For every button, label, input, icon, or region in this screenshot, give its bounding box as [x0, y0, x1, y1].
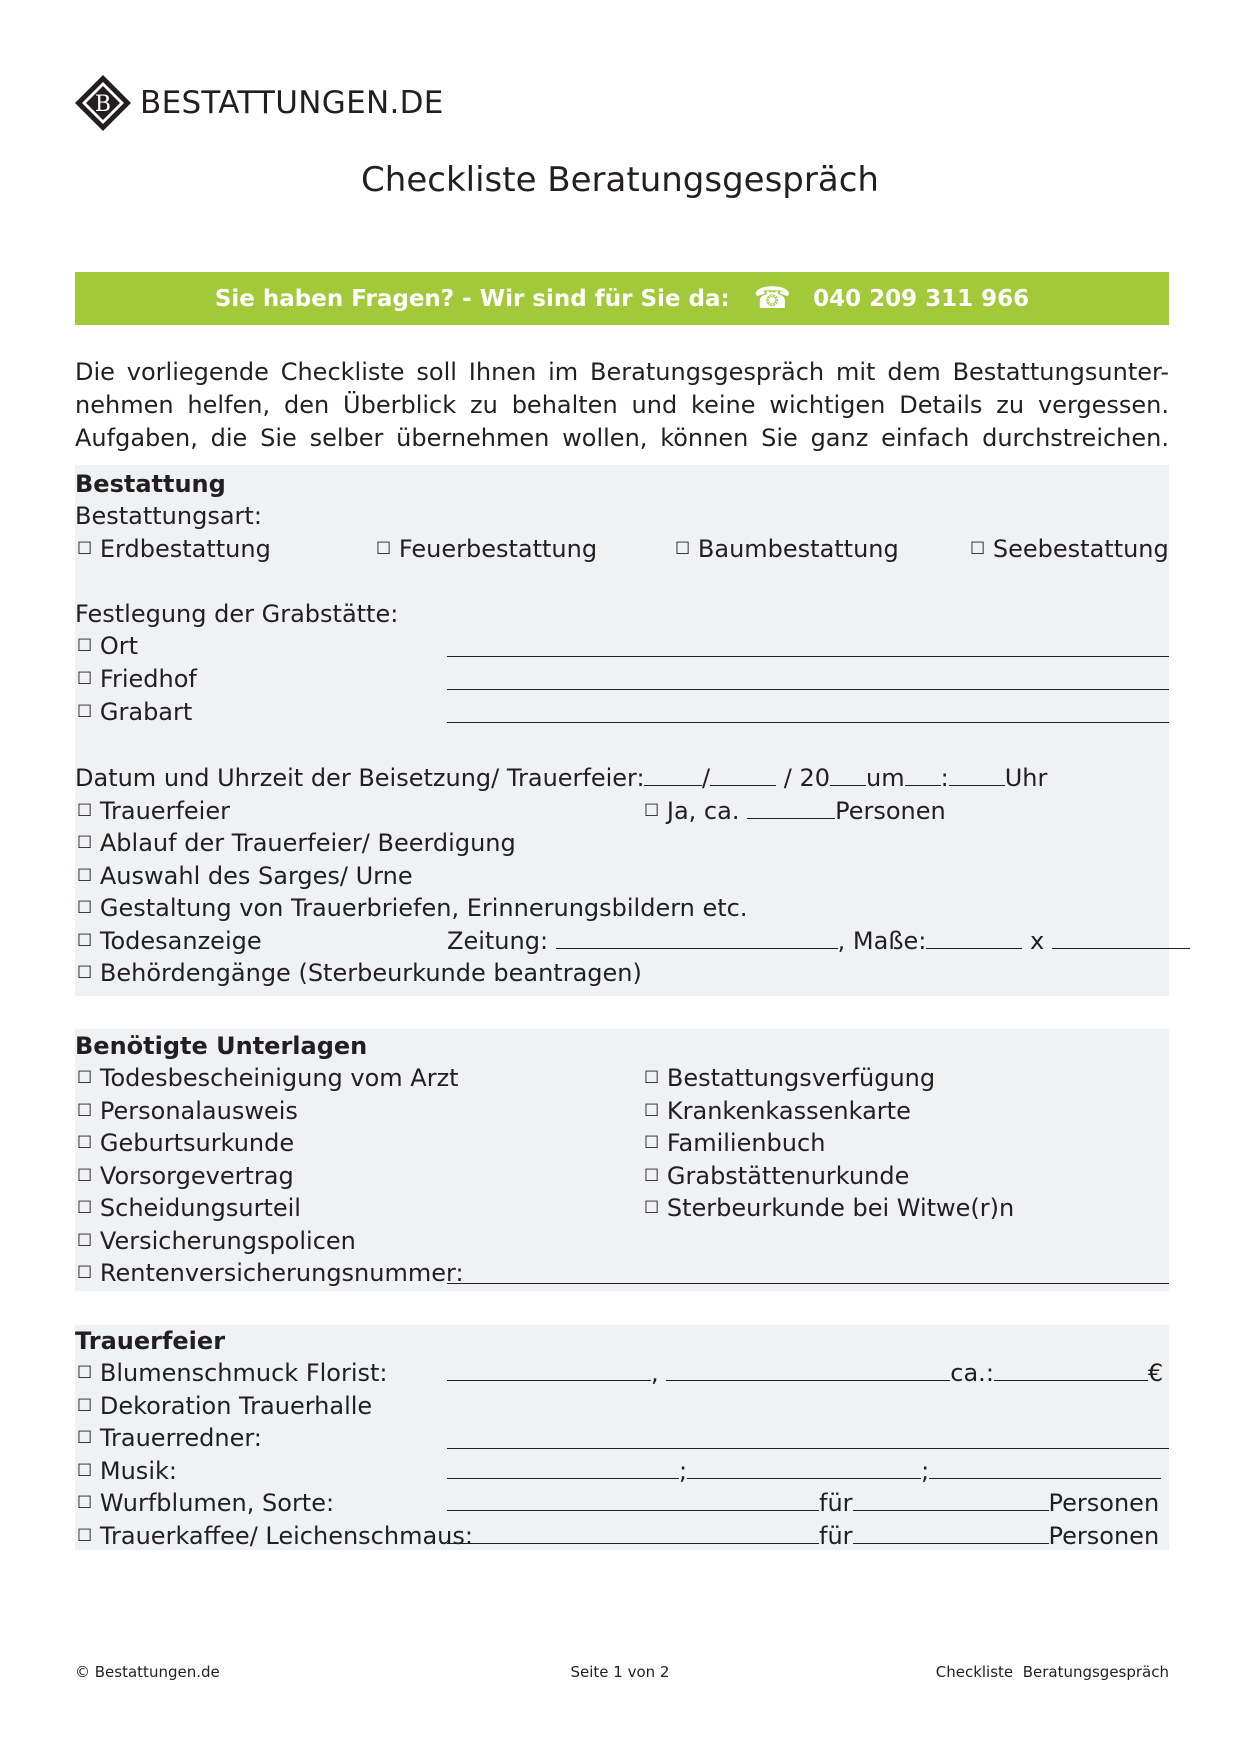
bestattungsart-label: Bestattungsart:	[75, 502, 262, 530]
banner-text: Sie haben Fragen? - Wir sind für Sie da:	[214, 285, 730, 312]
grab-row-friedhof	[75, 663, 1169, 696]
datum-row	[75, 762, 1169, 795]
intro-paragraph	[75, 356, 1169, 455]
section-unterlagen	[75, 1029, 1169, 1291]
section-bestattung	[75, 465, 1169, 996]
checkbox-behoerde[interactable]: ☐ Behördengänge (Sterbeurkunde beantragen)	[77, 959, 642, 987]
redner-field[interactable]	[447, 1448, 1169, 1449]
todesanzeige-row	[75, 925, 1169, 958]
footer-doc-title: Checkliste Beratungsgespräch	[935, 1663, 1169, 1681]
checkbox-rentenversicherungsnummer[interactable]: ☐ Rentenversicherungsnummer:	[77, 1259, 464, 1287]
datum-field[interactable]: / / 20 um : Uhr	[644, 762, 1047, 795]
footer-copyright: © Bestattungen.de	[75, 1663, 220, 1681]
section-trauerfeier	[75, 1325, 1169, 1550]
checkbox-musik[interactable]: ☐ Musik:	[77, 1457, 177, 1485]
checkbox-familienbuch[interactable]: ☐ Familienbuch	[644, 1129, 826, 1157]
unterlagen-row	[75, 1062, 1169, 1095]
checkbox-ort[interactable]: ☐ Ort	[77, 632, 139, 660]
datum-label: Datum und Uhrzeit der Beisetzung/ Trauerfeier:	[75, 764, 645, 792]
unterlagen-row	[75, 1257, 1169, 1290]
checkbox-auswahl[interactable]: ☐ Auswahl des Sarges/ Urne	[77, 862, 413, 890]
checkbox-dekoration[interactable]: ☐ Dekoration Trauerhalle	[77, 1392, 373, 1420]
grabstaette-label: Festlegung der Grabstätte:	[75, 600, 399, 628]
section-heading: Trauerfeier	[75, 1327, 226, 1355]
wurfblumen-row	[75, 1487, 1169, 1520]
section-heading: Bestattung	[75, 470, 226, 498]
zeitung-field[interactable]: Zeitung: , Maße: x	[447, 925, 1190, 958]
trauerkaffee-row	[75, 1520, 1169, 1553]
checkbox-feuerbestattung[interactable]: ☐ Feuerbestattung	[376, 535, 598, 563]
intro-line: Aufgaben, die Sie selber übernehmen wollen, können Sie ganz einfach durchstreichen.	[75, 424, 1169, 452]
banner-phone[interactable]: 040 209 311 966	[813, 285, 1030, 312]
section-heading: Benötigte Unterlagen	[75, 1032, 368, 1060]
checkbox-baumbestattung[interactable]: ☐ Baumbestattung	[675, 535, 899, 563]
unterlagen-row	[75, 1225, 1169, 1258]
ort-field[interactable]	[447, 656, 1169, 657]
checkbox-bestattungsverfuegung[interactable]: ☐ Bestattungsverfügung	[644, 1064, 936, 1092]
checkbox-personalausweis[interactable]: ☐ Personalausweis	[77, 1097, 298, 1125]
blumen-field[interactable]: , ca.: €	[447, 1357, 1163, 1390]
behoerde-row	[75, 957, 1169, 990]
wurfblumen-field[interactable]: für Personen	[447, 1487, 1159, 1520]
trauerkaffee-field[interactable]: für Personen	[447, 1520, 1159, 1553]
grabart-field[interactable]	[447, 722, 1169, 723]
bestattungsart-options	[75, 533, 1169, 566]
musik-row	[75, 1455, 1169, 1488]
checkbox-grabart[interactable]: ☐ Grabart	[77, 698, 193, 726]
grab-row-grabart	[75, 696, 1169, 729]
deko-row	[75, 1390, 1169, 1423]
brand-logo	[74, 74, 444, 132]
friedhof-field[interactable]	[447, 689, 1169, 690]
checkbox-wurfblumen[interactable]: ☐ Wurfblumen, Sorte:	[77, 1489, 335, 1517]
gestaltung-row	[75, 892, 1169, 925]
checkbox-grabstaettenurkunde[interactable]: ☐ Grabstättenurkunde	[644, 1162, 910, 1190]
checkbox-seebestattung[interactable]: ☐ Seebestattung	[970, 535, 1169, 563]
rentenversicherungsnummer-field[interactable]	[447, 1283, 1169, 1284]
unterlagen-row	[75, 1160, 1169, 1193]
checkbox-vorsorgevertrag[interactable]: ☐ Vorsorgevertrag	[77, 1162, 294, 1190]
grab-row-ort	[75, 630, 1169, 663]
ablauf-row	[75, 827, 1169, 860]
page-title: Checkliste Beratungsgespräch	[361, 160, 879, 200]
checkbox-todesbescheinigung[interactable]: ☐ Todesbescheinigung vom Arzt	[77, 1064, 459, 1092]
checkbox-versicherungspolicen[interactable]: ☐ Versicherungspolicen	[77, 1227, 356, 1255]
checkbox-sterbeurkunde-witwe[interactable]: ☐ Sterbeurkunde bei Witwe(r)n	[644, 1194, 1015, 1222]
trauerfeier-row	[75, 795, 1169, 828]
brand-name: BESTATTUNGEN.DE	[140, 85, 444, 121]
logo-diamond-icon	[74, 74, 132, 132]
unterlagen-row	[75, 1192, 1169, 1225]
unterlagen-row	[75, 1095, 1169, 1128]
contact-banner	[75, 272, 1169, 325]
checkbox-ablauf[interactable]: ☐ Ablauf der Trauerfeier/ Beerdigung	[77, 829, 516, 857]
checkbox-trauerkaffee[interactable]: ☐ Trauerkaffee/ Leichenschmaus:	[77, 1522, 473, 1550]
logo-letter: B	[94, 92, 112, 117]
checkbox-erdbestattung[interactable]: ☐ Erdbestattung	[77, 535, 271, 563]
checkbox-krankenkassenkarte[interactable]: ☐ Krankenkassenkarte	[644, 1097, 911, 1125]
checkbox-ja-personen[interactable]: ☐ Ja, ca. Personen	[644, 797, 946, 825]
musik-field[interactable]: ; ;	[447, 1455, 1161, 1488]
checkbox-scheidungsurteil[interactable]: ☐ Scheidungsurteil	[77, 1194, 301, 1222]
auswahl-row	[75, 860, 1169, 893]
checkbox-gestaltung[interactable]: ☐ Gestaltung von Trauerbriefen, Erinnerungsbildern etc.	[77, 894, 748, 922]
checkbox-blumenschmuck[interactable]: ☐ Blumenschmuck Florist:	[77, 1359, 388, 1387]
intro-line: Die vorliegende Checkliste soll Ihnen im Beratungsgespräch mit dem Bestattungsunter-	[75, 358, 1169, 386]
intro-line: nehmen helfen, den Überblick zu behalten und keine wichtigen Details zu vergessen.	[75, 391, 1169, 419]
phone-icon: ☎	[753, 280, 792, 316]
unterlagen-row	[75, 1127, 1169, 1160]
footer-page-number: Seite 1 von 2	[570, 1663, 670, 1681]
checkbox-trauerredner[interactable]: ☐ Trauerredner:	[77, 1424, 262, 1452]
checkbox-todesanzeige[interactable]: ☐ Todesanzeige	[77, 927, 262, 955]
checkbox-trauerfeier[interactable]: ☐ Trauerfeier	[77, 797, 230, 825]
checkbox-friedhof[interactable]: ☐ Friedhof	[77, 665, 197, 693]
checkbox-geburtsurkunde[interactable]: ☐ Geburtsurkunde	[77, 1129, 295, 1157]
redner-row	[75, 1422, 1169, 1455]
blumen-row	[75, 1357, 1169, 1390]
